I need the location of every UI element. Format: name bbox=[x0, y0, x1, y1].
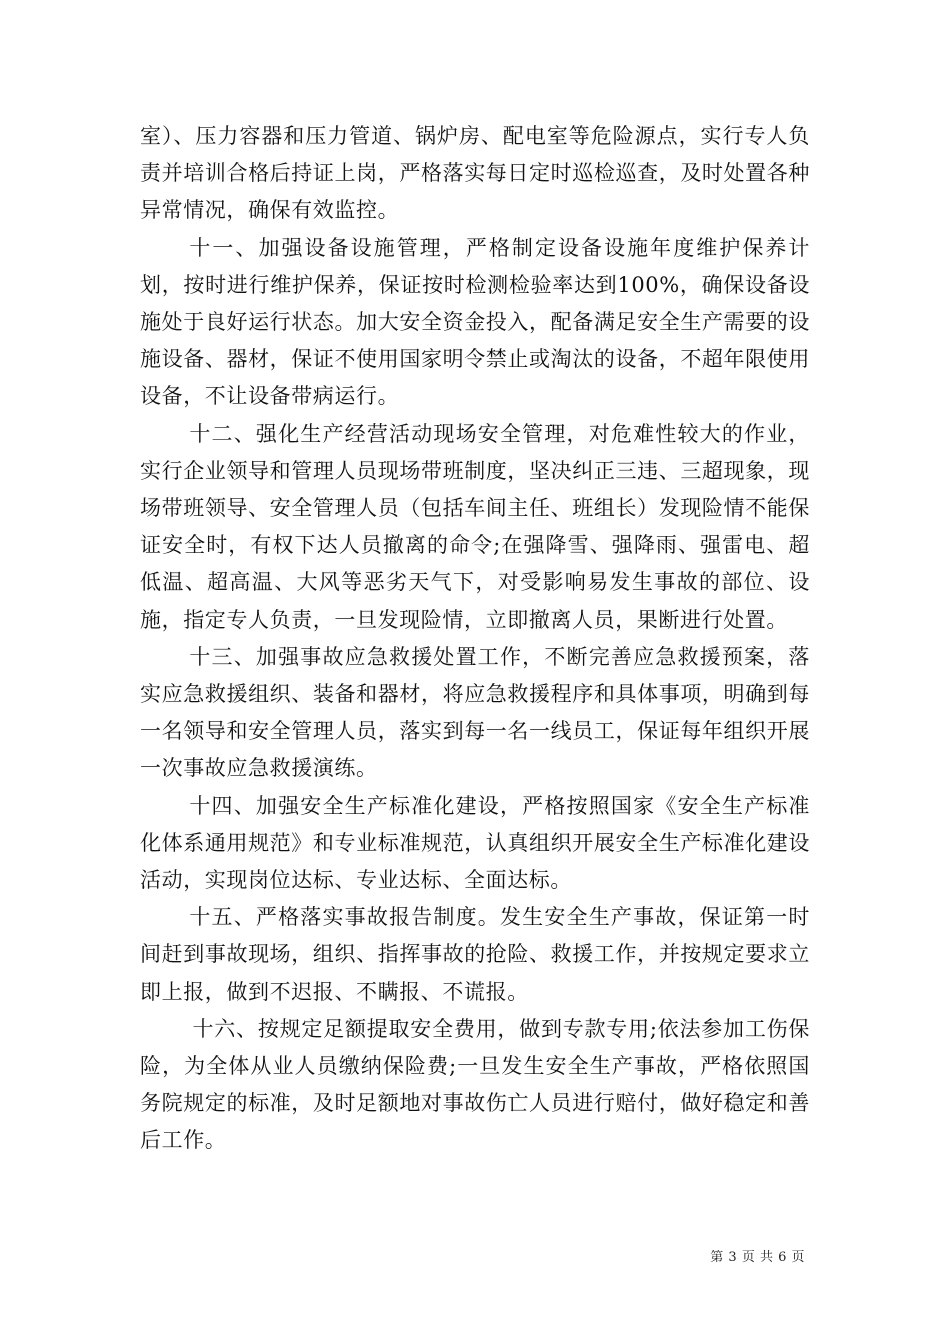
paragraph-item-12: 十二、强化生产经营活动现场安全管理，对危难性较大的作业，实行企业领导和管理人员现场带班制度，坚决纠正三违、三超现象，现场带班领导、安全管理人员（包括车间主任、班组长）发现险情不能保证安全时，有权下达人员撤离的命令;在强降雪、强降雨、强雷电、超低温、超高温、大风等恶劣天气下，对受影响易发生事故的部位、设施，指定专人负责，一旦发现险情，立即撤离人员，果断进行处置。 bbox=[140, 421, 810, 632]
document-body bbox=[140, 118, 810, 1160]
paragraph-item-11: 十一、加强设备设施管理，严格制定设备设施年度维护保养计划，按时进行维护保养，保证按时检测检验率达到100%，确保设备设施处于良好运行状态。加大安全资金投入，配备满足安全生产需要的设施设备、器材，保证不使用国家明令禁止或淘汰的设备，不超年限使用设备，不让设备带病运行。 bbox=[140, 235, 810, 409]
paragraph-item-15: 十五、严格落实事故报告制度。发生安全生产事故，保证第一时间赶到事故现场，组织、指挥事故的抢险、救援工作，并按规定要求立即上报，做到不迟报、不瞒报、不谎报。 bbox=[140, 905, 810, 1004]
paragraph-item-13: 十三、加强事故应急救援处置工作，不断完善应急救援预案，落实应急救援组织、装备和器材，将应急救援程序和具体事项，明确到每一名领导和安全管理人员，落实到每一名一线员工，保证每年组织开展一次事故应急救援演练。 bbox=[140, 644, 810, 781]
paragraph-item-14: 十四、加强安全生产标准化建设，严格按照国家《安全生产标准化体系通用规范》和专业标准规范，认真组织开展安全生产标准化建设活动，实现岗位达标、专业达标、全面达标。 bbox=[140, 793, 810, 893]
paragraph-continuation: 室）、压力容器和压力管道、锅炉房、配电室等危险源点，实行专人负责并培训合格后持证上岗，严格落实每日定时巡检巡查，及时处置各种异常情况，确保有效监控。 bbox=[140, 124, 810, 223]
paragraph-item-16: 十六、按规定足额提取安全费用，做到专款专用;依法参加工伤保险，为全体从业人员缴纳保险费;一旦发生安全生产事故，严格依照国务院规定的标准，及时足额地对事故伤亡人员进行赔付，做好稳定和善后工作。 bbox=[140, 1016, 810, 1153]
page-number: 第 3 页 共 6 页 bbox=[710, 1250, 805, 1265]
